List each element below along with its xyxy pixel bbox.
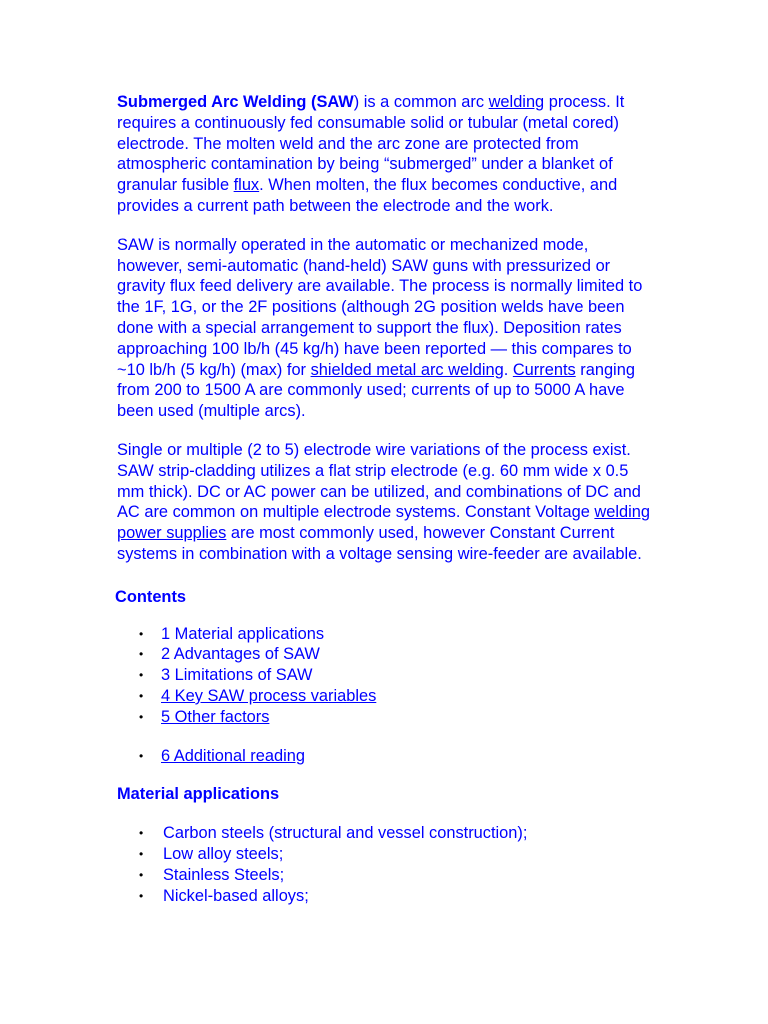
toc-item-limitations: • 3 Limitations of SAW xyxy=(117,665,657,686)
toc-item-process-variables xyxy=(117,686,657,707)
operation-text-2: . xyxy=(503,360,513,379)
contents-heading: Contents xyxy=(115,587,187,606)
material-item: • Low alloy steels; xyxy=(117,844,657,865)
material-item: • Stainless Steels; xyxy=(117,865,657,886)
operation-text-3: ranging from 200 to 1500 A are commonly used; currents of up to 5000 A have been used (multiple arcs). xyxy=(117,360,635,421)
material-list xyxy=(117,823,657,906)
intro-term: Submerged Arc Welding (SAW xyxy=(117,93,354,111)
toc-item-material-applications: • 1 Material applications xyxy=(117,624,657,645)
toc-link-other-factors[interactable]: 5 Other factors xyxy=(161,707,270,726)
electrode-text-1: Single or multiple (2 to 5) electrode wire variations of the process exist. SAW strip-cladding utilizes a flat strip electrode (e.g. 60 mm wide x 0.5 mm thick). DC or AC power can be utilized, and combinations of DC and AC are common on multiple electrode systems. Constant Voltage xyxy=(117,440,641,522)
welding-power-supplies-link[interactable]: welding power supplies xyxy=(117,503,650,543)
toc-item-advantages: • 2 Advantages of SAW xyxy=(117,644,657,665)
material-item: • Nickel-based alloys; xyxy=(117,886,657,907)
contents-list-extra xyxy=(117,746,657,767)
intro-text-1: ) is a common arc xyxy=(353,93,489,111)
toc-link-additional-reading[interactable]: 6 Additional reading xyxy=(161,746,305,765)
toc-item-other-factors xyxy=(117,707,657,728)
welding-link[interactable]: welding xyxy=(488,93,545,111)
shielded-metal-arc-welding-link[interactable]: shielded metal arc welding xyxy=(310,360,504,379)
currents-link[interactable]: Currents xyxy=(512,360,576,379)
electrode-paragraph xyxy=(117,440,657,565)
intro-paragraph xyxy=(117,92,657,217)
material-item: • Carbon steels (structural and vessel construction); xyxy=(117,823,657,844)
contents-list xyxy=(117,624,657,728)
flux-link[interactable]: flux xyxy=(233,176,260,195)
electrode-text-2: are most commonly used, however Constant Current systems in combination with a voltage sensing wire-feeder are available. xyxy=(117,524,642,563)
toc-item-additional-reading xyxy=(117,746,657,767)
operation-paragraph xyxy=(117,235,657,422)
operation-text-1: SAW is normally operated in the automatic or mechanized mode, however, semi-automatic (hand-held) SAW guns with pressurized or gravity flux feed delivery are available. The process is normally limited to the 1F, 1G, or the 2F positions (although 2G position welds have been done with a special arrangement to support the flux). Deposition rates approaching 100 lb/h (45 kg/h) have been reported — this compares to ~10 lb/h (5 kg/h) (max) for xyxy=(117,235,643,379)
material-applications-heading: Material applications xyxy=(117,785,280,804)
intro-text-2: process. It requires a continuously fed consumable solid or tubular (metal cored) electrode. The molten weld and the arc zone are protected from atmospheric contamination by being “submerged” under a blanket of granular fusible xyxy=(117,93,625,195)
toc-link-process-variables[interactable]: 4 Key SAW process variables xyxy=(161,686,377,705)
document-page xyxy=(117,92,657,906)
intro-text-3: . When molten, the flux becomes conductive, and provides a current path between the electrode and the work. xyxy=(117,176,618,215)
